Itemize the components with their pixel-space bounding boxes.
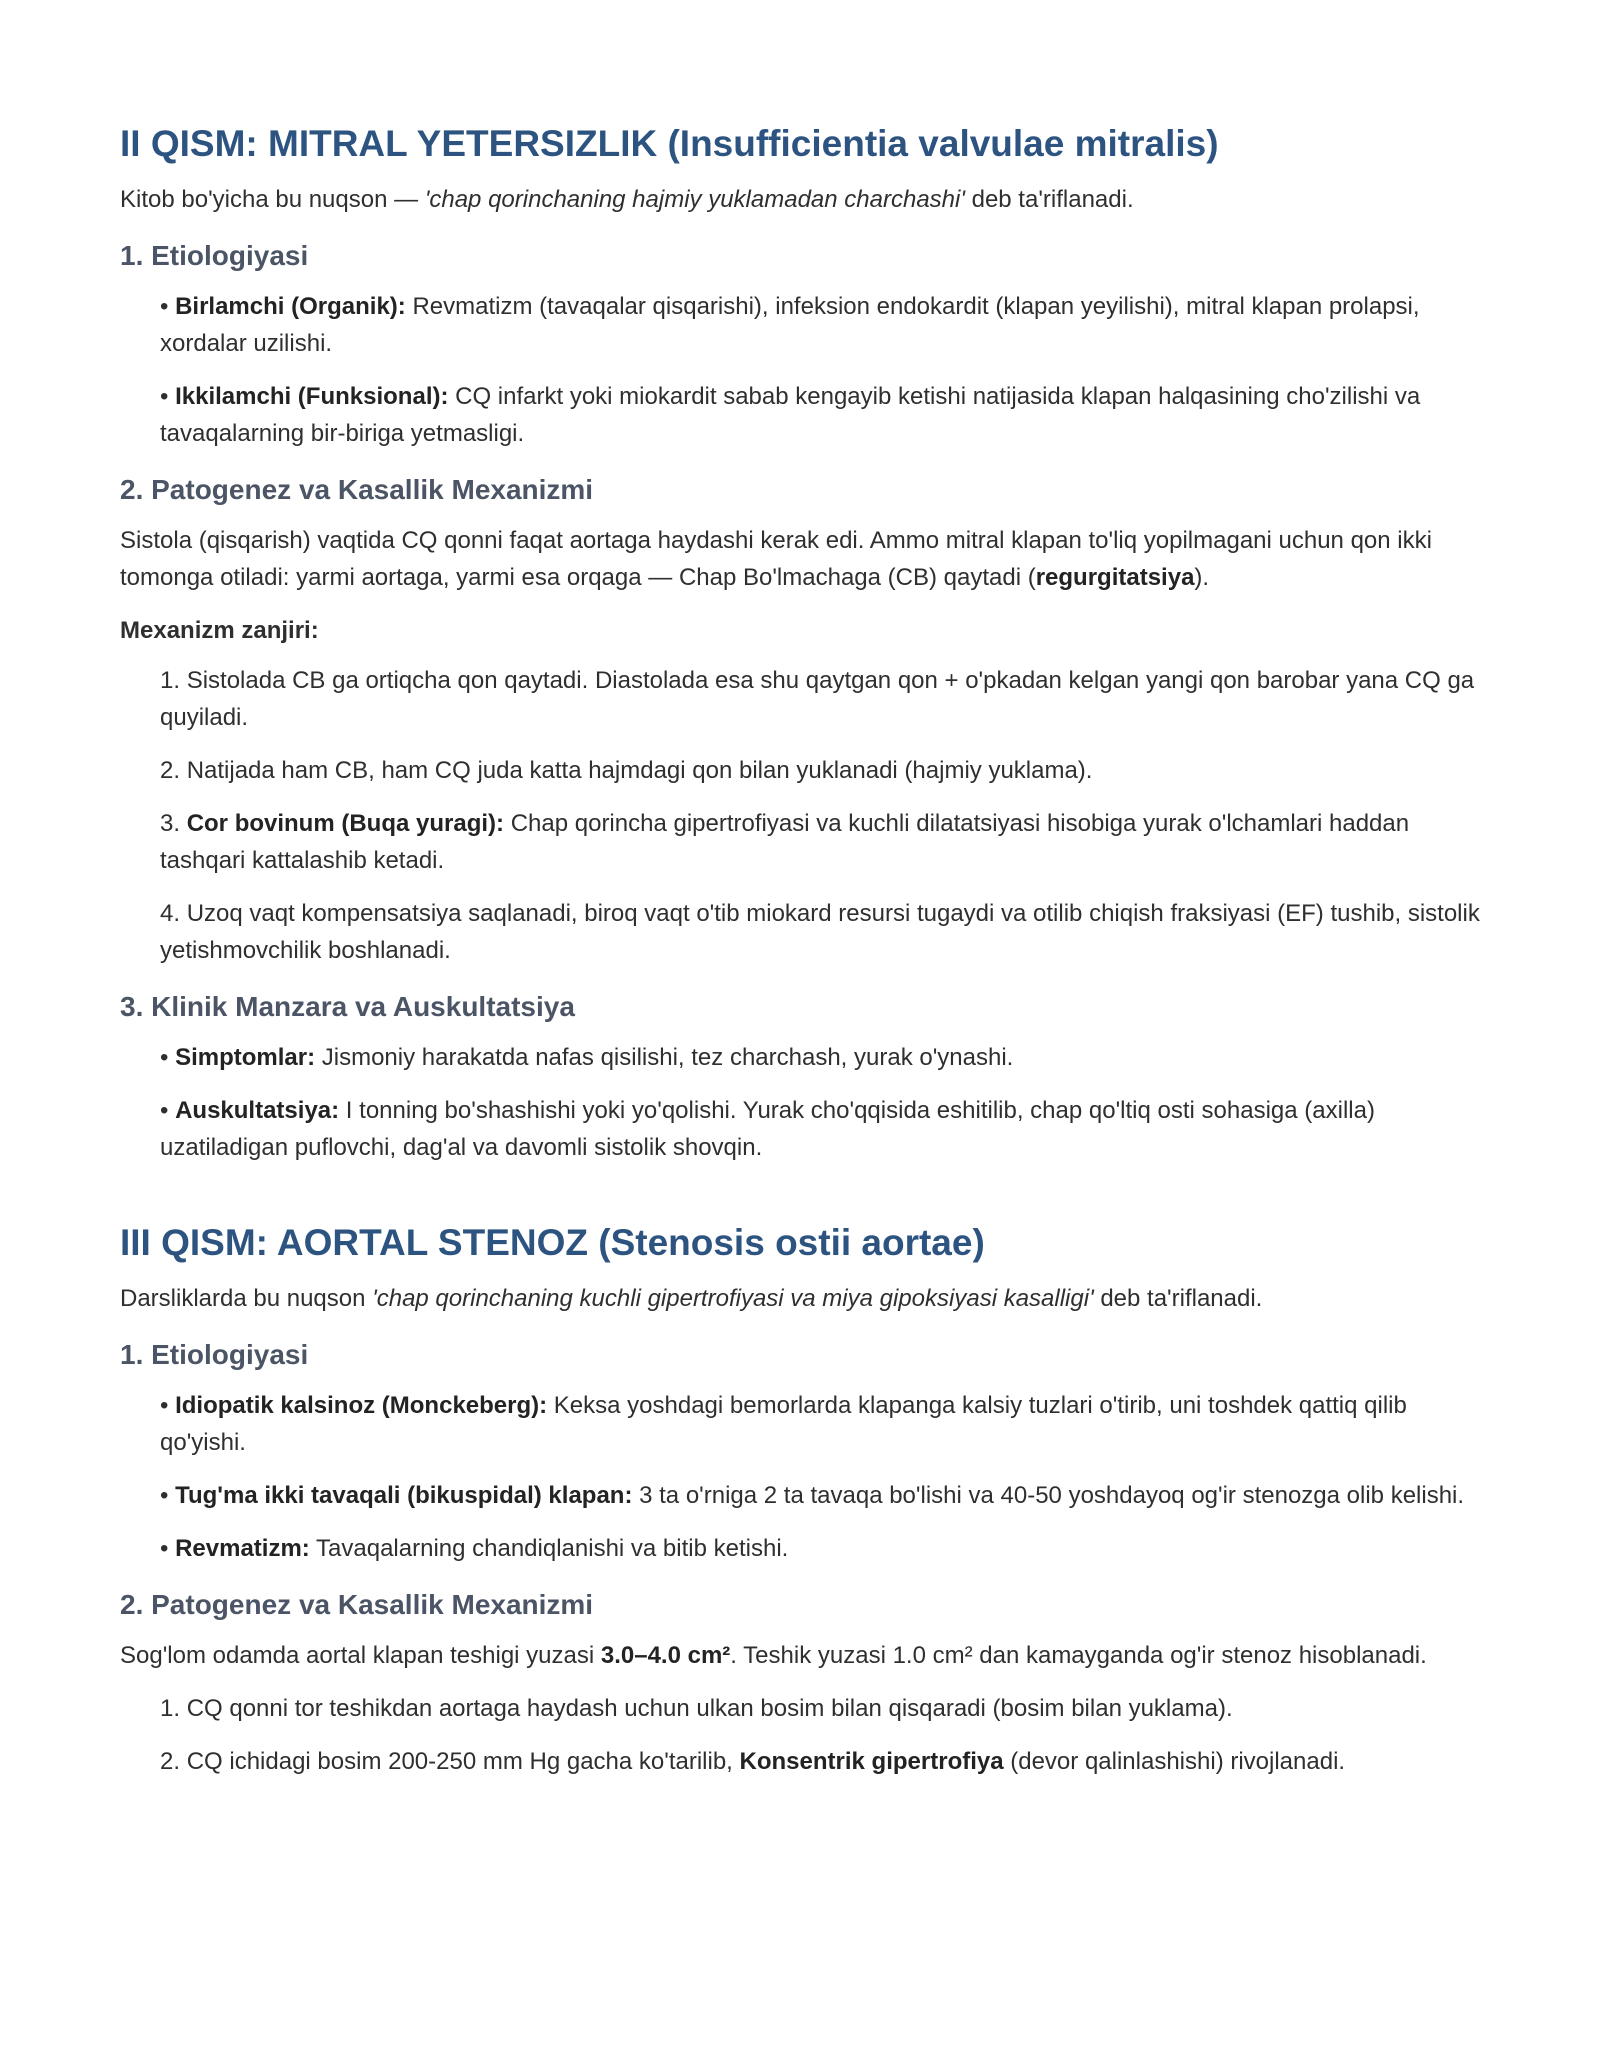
- list-item: • Birlamchi (Organik): Revmatizm (tavaqalar qisqarishi), infeksion endokardit (klapan yeyilishi), mitral klapan prolapsi, xordalar uzilishi.: [160, 293, 1420, 357]
- mechanism-chain-label: Mexanizm zanjiri:: [120, 617, 319, 644]
- part2-pathogenesis-heading: 2. Patogenez va Kasallik Mexanizmi: [120, 474, 594, 505]
- part2-pathogenesis-paragraph: Sistola (qisqarish) vaqtida CQ qonni faqat aortaga haydashi kerak edi. Ammo mitral klapan to'liq yopilmagani uchun qon ikki tomonga otiladi: yarmi aortaga, yarmi esa orqaga — Chap Bo'lmachaga (CB) qaytadi (regurgitatsiya).: [120, 527, 1432, 591]
- part2-intro-quote: 'chap qorinchaning hajmiy yuklamadan charchashi': [424, 186, 965, 213]
- part3-pathogenesis-heading: 2. Patogenez va Kasallik Mexanizmi: [120, 1589, 594, 1620]
- part2-etiology-heading: 1. Etiologiyasi: [120, 240, 309, 271]
- list-item: 2. CQ ichidagi bosim 200-250 mm Hg gacha ko'tarilib, Konsentrik gipertrofiya (devor qalinlashishi) rivojlanadi.: [160, 1748, 1346, 1775]
- list-item: • Idiopatik kalsinoz (Monckeberg): Keksa yoshdagi bemorlarda klapanga kalsiy tuzlari o'tirib, uni toshdek qattiq qilib qo'yishi.: [160, 1392, 1407, 1456]
- list-item: 2. Natijada ham CB, ham CQ juda katta hajmdagi qon bilan yuklanadi (hajmiy yuklama).: [160, 757, 1093, 784]
- list-item: • Revmatizm: Tavaqalarning chandiqlanishi va bitib ketishi.: [160, 1535, 789, 1562]
- part2-intro: Kitob bo'yicha bu nuqson — 'chap qorinchaning hajmiy yuklamadan charchashi' deb ta'riflanadi.: [120, 186, 1134, 213]
- part3-etiology-heading: 1. Etiologiyasi: [120, 1339, 309, 1370]
- part3-intro-quote: 'chap qorinchaning kuchli gipertrofiyasi va miya gipoksiyasi kasalligi': [372, 1285, 1094, 1312]
- list-item: • Tug'ma ikki tavaqali (bikuspidal) klapan: 3 ta o'rniga 2 ta tavaqa bo'lishi va 40-50 yoshdayoq og'ir stenozga olib kelishi.: [160, 1482, 1465, 1509]
- list-item: 3. Cor bovinum (Buqa yuragi): Chap qorincha gipertrofiyasi va kuchli dilatatsiyasi hisobiga yurak o'lchamlari haddan tashqari kattalashib ketadi.: [160, 810, 1410, 874]
- part3-title: III QISM: AORTAL STENOZ (Stenosis ostii aortae): [120, 1222, 985, 1263]
- part2-title: II QISM: MITRAL YETERSIZLIK (Insufficientia valvulae mitralis): [120, 123, 1219, 164]
- list-item: 4. Uzoq vaqt kompensatsiya saqlanadi, biroq vaqt o'tib miokard resursi tugaydi va otilib chiqish fraksiyasi (EF) tushib, sistolik yetishmovchilik boshlanadi.: [160, 900, 1480, 964]
- part3-pathogenesis-paragraph: Sog'lom odamda aortal klapan teshigi yuzasi 3.0–4.0 cm². Teshik yuzasi 1.0 cm² dan kamayganda og'ir stenoz hisoblanadi.: [120, 1642, 1427, 1669]
- list-item: • Simptomlar: Jismoniy harakatda nafas qisilishi, tez charchash, yurak o'ynashi.: [160, 1044, 1014, 1071]
- list-item: • Ikkilamchi (Funksional): CQ infarkt yoki miokardit sabab kengayib ketishi natijasida klapan halqasining cho'zilishi va tavaqalarning bir-biriga yetmasligi.: [160, 383, 1421, 447]
- part2-clinic-heading: 3. Klinik Manzara va Auskultatsiya: [120, 991, 575, 1022]
- list-item: 1. Sistolada CB ga ortiqcha qon qaytadi. Diastolada esa shu qaytgan qon + o'pkadan kelgan yangi qon barobar yana CQ ga quyiladi.: [160, 667, 1475, 731]
- list-item: • Auskultatsiya: I tonning bo'shashishi yoki yo'qolishi. Yurak cho'qqisida eshitilib, chap qo'ltiq osti sohasiga (axilla) uzatiladigan puflovchi, dag'al va davomli sistolik shovqin.: [160, 1097, 1375, 1161]
- part3-intro: Darsliklarda bu nuqson 'chap qorinchaning kuchli gipertrofiyasi va miya gipoksiyasi kasalligi' deb ta'riflanadi.: [120, 1285, 1263, 1312]
- list-item: 1. CQ qonni tor teshikdan aortaga haydash uchun ulkan bosim bilan qisqaradi (bosim bilan yuklama).: [160, 1695, 1233, 1722]
